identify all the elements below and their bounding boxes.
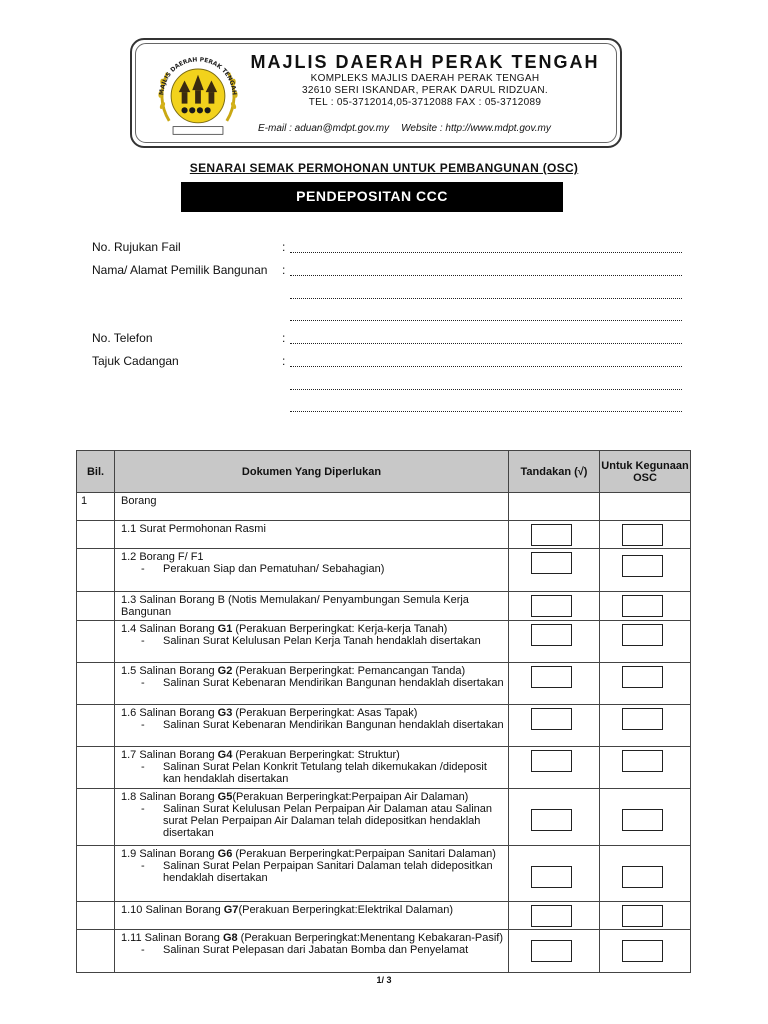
table-row: [77, 846, 691, 902]
owner-input-line-1[interactable]: [290, 275, 682, 276]
row-document: [115, 902, 509, 930]
council-crest-icon: [150, 46, 246, 142]
row-sub-item: [121, 635, 504, 647]
table-row: [77, 747, 691, 789]
row-sub-item: [121, 719, 504, 731]
item-suffix: (Perakuan Berperingkat:Perpaipan Air Dalaman): [232, 791, 469, 803]
sub-text: Salinan Surat Pelan Konkrit Tetulang telah dikemukakan /dideposit kan hendaklah disertakan: [163, 761, 487, 785]
form-code: G7: [223, 904, 239, 916]
sub-dash: -: [141, 803, 145, 815]
item-suffix: (Perakuan Berperingkat:Elektrikal Dalaman): [238, 904, 454, 916]
item-prefix: 1.5 Salinan Borang: [121, 665, 218, 677]
sub-dash: -: [141, 719, 145, 731]
address-line-1: KOMPLEKS MAJLIS DAERAH PERAK TENGAH: [310, 73, 540, 84]
row-document: [115, 705, 509, 747]
osc-checkbox[interactable]: [622, 595, 663, 617]
osc-checkbox[interactable]: [622, 809, 663, 831]
row-number: [77, 747, 115, 789]
item-suffix: (Perakuan Berperingkat: Pemancangan Tanda): [232, 665, 466, 677]
row-tick-cell: [509, 902, 600, 930]
form-code: G3: [217, 707, 233, 719]
table-row: [77, 789, 691, 846]
item-prefix: 1.4 Salinan Borang: [121, 623, 218, 635]
row-sub-item: [121, 677, 504, 689]
council-name: MAJLIS DAERAH PERAK TENGAH: [250, 52, 600, 72]
row-osc-cell: [600, 846, 691, 902]
field-colon: :: [282, 240, 286, 254]
table-row: [77, 930, 691, 973]
website-link[interactable]: Website : http://www.mdpt.gov.my: [401, 123, 551, 134]
row-document: [115, 621, 509, 663]
osc-checkbox[interactable]: [622, 708, 663, 730]
row-osc-cell: [600, 663, 691, 705]
sub-text: Salinan Surat Kelulusan Pelan Perpaipan Air Dalaman atau Salinan surat Pelan Perpaipan Air Dalaman telah didepositkan hendaklah disertakan: [163, 803, 492, 839]
tick-checkbox[interactable]: [531, 624, 572, 646]
field-label-proposal: Tajuk Cadangan: [92, 354, 179, 368]
item-suffix: (Perakuan Berperingkat:Perpaipan Sanitari Dalaman): [232, 848, 496, 860]
row-item-text: [121, 848, 504, 860]
sub-dash: -: [141, 677, 145, 689]
row-sub-item: [121, 803, 504, 839]
field-colon: :: [282, 354, 286, 368]
sub-text: Salinan Surat Kelulusan Pelan Kerja Tanah hendaklah disertakan: [163, 635, 481, 647]
item-suffix: (Perakuan Berperingkat: Struktur): [232, 749, 400, 761]
tick-checkbox[interactable]: [531, 905, 572, 927]
email-link[interactable]: E-mail : aduan@mdpt.gov.my: [258, 123, 390, 134]
sub-text: Salinan Surat Kebenaran Mendirikan Bangunan hendaklah disertakan: [163, 677, 504, 689]
row-item-text: [121, 904, 504, 916]
address-line-3: TEL : 05-3712014,05-3712088 FAX : 05-3712089: [308, 97, 542, 108]
row-osc-cell: [600, 789, 691, 846]
proposal-input-line-1[interactable]: [290, 366, 682, 367]
osc-checkbox[interactable]: [622, 905, 663, 927]
table-row: [77, 902, 691, 930]
tick-checkbox[interactable]: [531, 866, 572, 888]
row-osc-cell: [600, 930, 691, 973]
address-line-2: 32610 SERI ISKANDAR, PERAK DARUL RIDZUAN.: [302, 85, 548, 96]
item-prefix: 1.8 Salinan Borang: [121, 791, 218, 803]
phone-input[interactable]: [290, 343, 682, 344]
sub-dash: -: [141, 761, 145, 773]
item-suffix: (Perakuan Berperingkat:Menentang Kebakaran-Pasif): [237, 932, 503, 944]
row-number: [77, 663, 115, 705]
row-number: [77, 705, 115, 747]
row-tick-cell: [509, 930, 600, 973]
osc-checkbox[interactable]: [622, 624, 663, 646]
owner-input-line-2[interactable]: [290, 298, 682, 299]
header-tick: Tandakan (√): [509, 451, 600, 493]
row-osc-cell: [600, 705, 691, 747]
row-osc-cell: [600, 592, 691, 621]
row-document: [115, 930, 509, 973]
row-tick-cell: [509, 521, 600, 549]
item-prefix: 1.6 Salinan Borang: [121, 707, 218, 719]
item-prefix: 1.10 Salinan Borang: [121, 904, 224, 916]
form-heading: SENARAI SEMAK PERMOHONAN UNTUK PEMBANGUNAN (OSC): [189, 161, 579, 175]
tick-checkbox[interactable]: [531, 708, 572, 730]
item-prefix: 1.7 Salinan Borang: [121, 749, 218, 761]
row-osc-cell: [600, 493, 691, 521]
row-number: [77, 930, 115, 973]
row-sub-item: [121, 563, 504, 575]
item-prefix: 1.9 Salinan Borang: [121, 848, 218, 860]
sub-dash: -: [141, 563, 145, 575]
proposal-input-line-2[interactable]: [290, 389, 682, 390]
file-ref-input[interactable]: [290, 252, 682, 253]
tick-checkbox[interactable]: [531, 524, 572, 546]
field-colon: :: [282, 263, 286, 277]
row-number: [77, 789, 115, 846]
row-document: [115, 846, 509, 902]
row-number: [77, 521, 115, 549]
sub-text: Salinan Surat Pelepasan dari Jabatan Bomba dan Penyelamat: [163, 944, 469, 956]
row-number: [77, 902, 115, 930]
page-number: 1/ 3: [376, 975, 392, 985]
row-tick-cell: [509, 663, 600, 705]
row-tick-cell: [509, 747, 600, 789]
row-item-text: [121, 932, 504, 944]
row-document: [115, 747, 509, 789]
row-number: [77, 549, 115, 592]
row-sub-item: [121, 860, 504, 884]
header-osc-use: Untuk Kegunaan OSC: [600, 451, 691, 493]
row-osc-cell: [600, 521, 691, 549]
row-tick-cell: [509, 846, 600, 902]
row-number: [77, 621, 115, 663]
document-checklist-table: [76, 450, 691, 973]
sub-dash: -: [141, 635, 145, 647]
form-code: G2: [217, 665, 233, 677]
sub-text: Salinan Surat Kebenaran Mendirikan Bangunan hendaklah disertakan: [163, 719, 504, 731]
tick-checkbox[interactable]: [531, 809, 572, 831]
tick-checkbox[interactable]: [531, 750, 572, 772]
field-colon: :: [282, 331, 286, 345]
row-item-text: [121, 749, 504, 761]
row-osc-cell: [600, 621, 691, 663]
osc-checkbox[interactable]: [622, 750, 663, 772]
osc-checkbox[interactable]: [622, 555, 663, 577]
row-document: Borang: [115, 493, 509, 521]
table-row: [77, 621, 691, 663]
row-item-text: [121, 665, 504, 677]
form-code: G1: [217, 623, 233, 635]
table-row: [77, 705, 691, 747]
osc-checkbox[interactable]: [622, 940, 663, 962]
field-label-phone: No. Telefon: [92, 331, 153, 345]
row-document: [115, 663, 509, 705]
field-label-owner: Nama/ Alamat Pemilik Bangunan: [92, 263, 268, 277]
row-document: 1.3 Salinan Borang B (Notis Memulakan/ Penyambungan Semula Kerja Bangunan: [115, 592, 509, 621]
row-item-text: [121, 623, 504, 635]
row-tick-cell: [509, 592, 600, 621]
row-number: [77, 846, 115, 902]
form-title-bar: PENDEPOSITAN CCC: [181, 182, 563, 212]
table-row: [77, 549, 691, 592]
form-code: G8: [222, 932, 238, 944]
row-document: 1.1 Surat Permohonan Rasmi: [115, 521, 509, 549]
tick-checkbox[interactable]: [531, 595, 572, 617]
sub-text: Salinan Surat Pelan Perpaipan Sanitari Dalaman telah didepositkan hendaklah disertakan: [163, 860, 493, 884]
row-document: [115, 549, 509, 592]
row-item-text: 1.2 Borang F/ F1: [121, 551, 204, 563]
table-row: [77, 663, 691, 705]
row-tick-cell: [509, 549, 600, 592]
osc-checkbox[interactable]: [622, 666, 663, 688]
row-osc-cell: [600, 549, 691, 592]
row-number: 1: [77, 493, 115, 521]
table-header-row: [77, 451, 691, 493]
header-document: Dokumen Yang Diperlukan: [115, 451, 509, 493]
table-row: [77, 521, 691, 549]
item-suffix: (Perakuan Berperingkat: Kerja-kerja Tanah): [232, 623, 448, 635]
logo-ring-text: MAJLIS DAERAH PERAK TENGAH: [158, 56, 238, 96]
row-document: [115, 789, 509, 846]
sub-text: Perakuan Siap dan Pematuhan/ Sebahagian): [163, 563, 385, 575]
tick-checkbox[interactable]: [531, 552, 572, 574]
row-number: [77, 592, 115, 621]
sub-dash: -: [141, 944, 145, 956]
row-sub-item: [121, 944, 504, 956]
osc-checkbox[interactable]: [622, 866, 663, 888]
contact-line: [258, 123, 598, 134]
row-tick-cell: [509, 789, 600, 846]
item-suffix: (Perakuan Berperingkat: Asas Tapak): [232, 707, 418, 719]
item-prefix: 1.11 Salinan Borang: [121, 932, 223, 944]
header-bil: Bil.: [77, 451, 115, 493]
row-tick-cell: [509, 621, 600, 663]
sub-dash: -: [141, 860, 145, 872]
row-osc-cell: [600, 747, 691, 789]
row-item-text: [121, 707, 504, 719]
owner-input-line-3[interactable]: [290, 320, 682, 321]
row-item-text: [121, 791, 504, 803]
form-code: G4: [217, 749, 233, 761]
form-code: G5: [217, 791, 233, 803]
proposal-input-line-3[interactable]: [290, 411, 682, 412]
row-tick-cell: [509, 705, 600, 747]
table-row: [77, 592, 691, 621]
row-sub-item: [121, 761, 504, 785]
tick-checkbox[interactable]: [531, 940, 572, 962]
row-osc-cell: [600, 902, 691, 930]
table-row: [77, 493, 691, 521]
form-code: G6: [217, 848, 233, 860]
field-label-file-ref: No. Rujukan Fail: [92, 240, 181, 254]
tick-checkbox[interactable]: [531, 666, 572, 688]
row-tick-cell: [509, 493, 600, 521]
osc-checkbox[interactable]: [622, 524, 663, 546]
